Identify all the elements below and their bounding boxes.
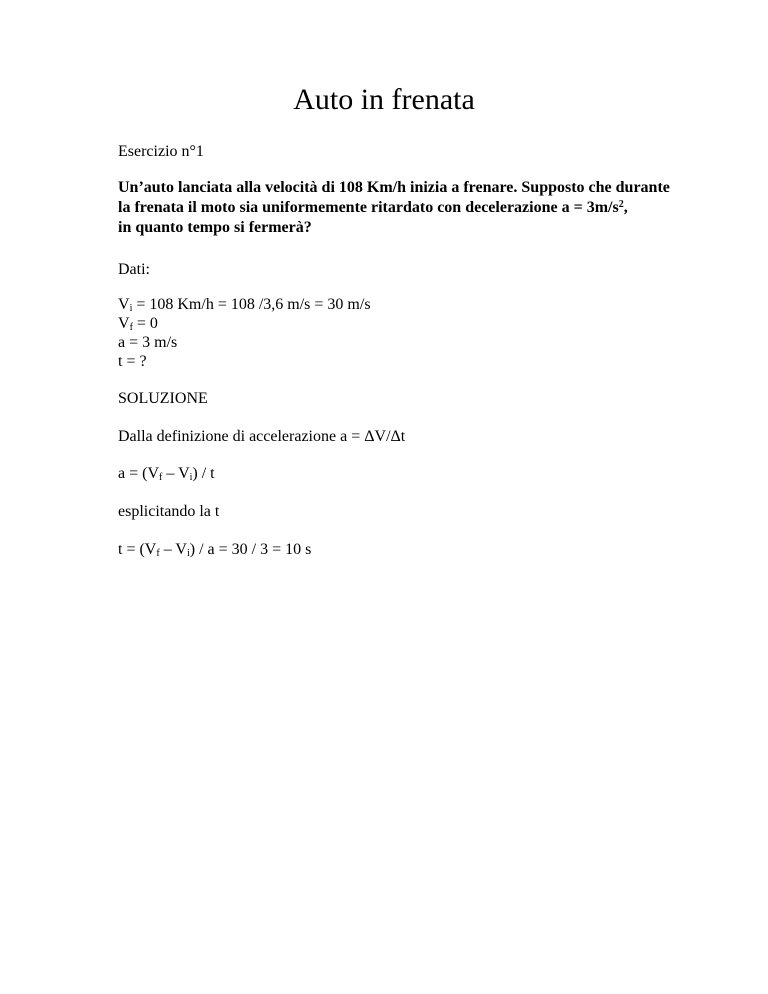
document-title: Auto in frenata [293,83,475,116]
formula-t-sub-i: i [186,548,190,559]
formula-t-suffix: ) / a = 30 / 3 = 10 s [189,541,312,558]
formula-t-sub-f: f [156,548,160,559]
problem-line-2-end: , [623,199,628,216]
given-label: Dati: [118,261,150,278]
given-vf-sub: f [129,322,133,333]
problem-line-1: Un’auto lanciata alla velocità di 108 Km/h inizia a frenare. Supposto che durante [118,179,670,196]
given-list [118,295,718,371]
formula-acceleration [118,464,718,483]
formula-time [118,540,718,559]
formula-a-sub-i: i [189,472,193,483]
formula-t-prefix: t = (V [118,541,157,558]
problem-statement [118,178,718,238]
given-vi-symbol: V [118,296,130,313]
definition-text: Dalla definizione di accelerazione a = ΔV/Δt [118,428,406,445]
given-t: t = ? [118,353,147,370]
problem-line-3: in quanto tempo si fermerà? [118,219,312,236]
problem-line-2-text: la frenata il moto sia uniformemente ritardato con decelerazione a = 3m/s [118,199,619,216]
formula-a-mid: – V [162,465,190,482]
given-vf-value: = 0 [132,315,158,332]
formula-a-suffix: ) / t [192,465,215,482]
formula-a-sub-f: f [159,472,163,483]
given-vf-symbol: V [118,315,130,332]
formula-a-prefix: a = (V [118,465,160,482]
given-vi-sub: i [129,303,133,314]
problem-exponent: 2 [618,199,624,210]
exercise-label: Esercizio n°1 [118,143,204,160]
explicit-text: esplicitando la t [118,503,220,520]
given-vf [118,314,718,333]
given-vi [118,295,718,314]
given-vi-value: = 108 Km/h = 108 /3,6 m/s = 30 m/s [132,296,371,313]
solution-label: SOLUZIONE [118,390,208,407]
problem-line-2 [118,198,718,218]
given-a: a = 3 m/s [118,334,178,351]
formula-t-mid: – V [159,541,187,558]
